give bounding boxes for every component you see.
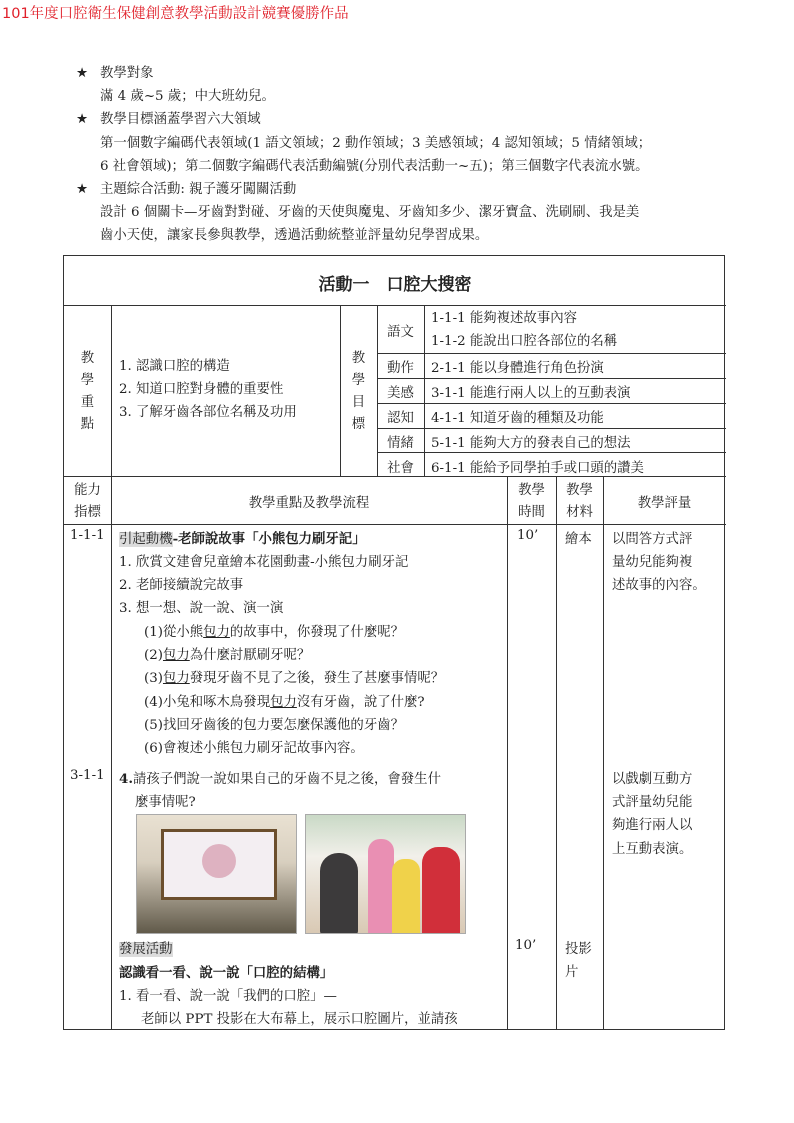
intro-heading-3: ★ 主題綜合活動: 親子護牙闖關活動 [76,178,756,201]
flow-item: 2. 老師接續說完故事 [119,578,244,594]
question: (1)從小熊包力的故事中，你發現了什麼呢？ [144,625,404,640]
col-header-material: 教學 材料 [566,483,593,520]
teaching-material: 繪本 [565,532,592,547]
ability-code: 1-1-1 [70,528,105,543]
question-list [144,621,444,760]
domain-goals: 1-1-1 能夠複述故事內容 1-1-2 能說出口腔各部位的名稱 [431,311,618,349]
goal-label: 教 學 目 標 [351,351,366,432]
focus-item: 3. 了解牙齒各部位名稱及功用 [119,405,297,420]
col-header-flow: 教學重點及教學流程 [248,496,370,511]
question: (5)找回牙齒後的包力要怎麼保護他的牙齒？ [144,717,404,733]
col-header-time: 教學 時間 [518,483,545,520]
domain-name: 認知 [387,411,414,426]
question: (4)小兔和啄木鳥發現包力沒有牙齒，說了什麼? [144,694,425,710]
teaching-material: 投影 片 [565,942,592,981]
classroom-screen-photo [136,814,297,934]
star-icon: ★ [76,66,89,81]
evaluation: 以戲劇互動方 式評量幼兒能 夠進行兩人以 上互動表演。 [612,772,693,857]
flow-items [119,551,408,621]
intro-text: 滿 4 歲~5 歲；中大班幼兒。 [100,89,275,105]
domain-name: 美感 [387,386,414,401]
domain-name: 情緒 [387,436,414,451]
intro-text: 第一個數字編碼代表領域(1 語文領域；2 動作領域；3 美感領域；4 認知領域；5 情緒領域； [100,135,652,151]
ability-code: 3-1-1 [70,768,105,783]
evaluation: 以問答方式評 量幼兒能夠複 述故事的內容。 [612,532,706,594]
flow-item: 1. 欣賞文建會兒童繪本花園動畫-小熊包力刷牙記 [119,555,409,570]
flow-item: 3. 想一想、說一說、演一演 [119,601,284,617]
domain-goal: 5-1-1 能夠大方的發表自己的想法 [431,436,631,451]
domain-name: 語文 [387,325,414,340]
domain-name: 社會 [387,461,414,476]
page-header: 101年度口腔衛生保健創意教學活動設計競賽優勝作品 [2,6,349,22]
flow-item: 4.請孩子們說一說如果自己的牙齒不見之後，會發生什 麼事情呢? [119,771,441,811]
col-header-eval: 教學評量 [637,496,692,511]
star-icon: ★ [76,112,89,128]
col-header-ability: 能力 指標 [74,483,101,520]
flow-items: 1. 看一看、說一說「我們的口腔」— 老師以 PPT 投影在大布幕上，展示口腔圖片，並請孩 [119,989,458,1028]
flow-title: 引起動機-老師說故事「小熊包力刷牙記」 [119,531,366,547]
question: (2)包力為什麼討厭刷牙呢？ [144,648,311,664]
role-play-photo [305,814,466,934]
intro-heading-1: ★ 教學對象 [76,62,756,85]
domain-goal: 3-1-1 能進行兩人以上的互動表演 [431,386,631,401]
focus-item: 1. 認識口腔的構造 [119,359,230,374]
question: (6)會複述小熊包力刷牙記故事內容。 [144,741,364,757]
star-icon: ★ [76,182,89,198]
domain-goal: 2-1-1 能以身體進行角色扮演 [431,361,604,376]
focus-list [119,355,297,424]
teaching-time: 10’ [515,938,537,953]
question: (3)包力發現牙齒不見了之後，發生了甚麼事情呢？ [144,671,445,687]
focus-item: 2. 知道口腔對身體的重要性 [119,382,284,397]
teaching-time: 10’ [517,528,539,543]
intro-heading-2: ★ 教學目標涵蓋學習六大領域 [76,108,756,131]
domain-goal: 4-1-1 知道牙齒的種類及功能 [431,411,604,426]
intro-text: 設計 6 個關卡—牙齒對對碰、牙齒的天使與魔鬼、牙齒知多少、潔牙寶盒、洗刷刷、我是美 [100,205,640,221]
domain-name: 動作 [387,361,414,376]
intro-text: 齒小天使，讓家長參與教學，透過活動統整並評量幼兒學習成果。 [100,228,489,244]
domain-goal: 6-1-1 能給予同學拍手或口頭的讚美 [431,461,644,476]
section-title: 發展活動 [119,942,173,957]
activity-table [63,255,725,1030]
intro-section [76,62,756,248]
section-subtitle: 認識看一看、說一說「口腔的結構」 [119,965,334,981]
focus-label: 教 學 重 點 [80,351,95,432]
intro-text: 6 社會領域)；第二個數字編碼代表活動編號(分別代表活動一~五)；第三個數字代表流水號。 [100,158,649,174]
table-title: 活動一 口腔大搜密 [318,275,472,295]
